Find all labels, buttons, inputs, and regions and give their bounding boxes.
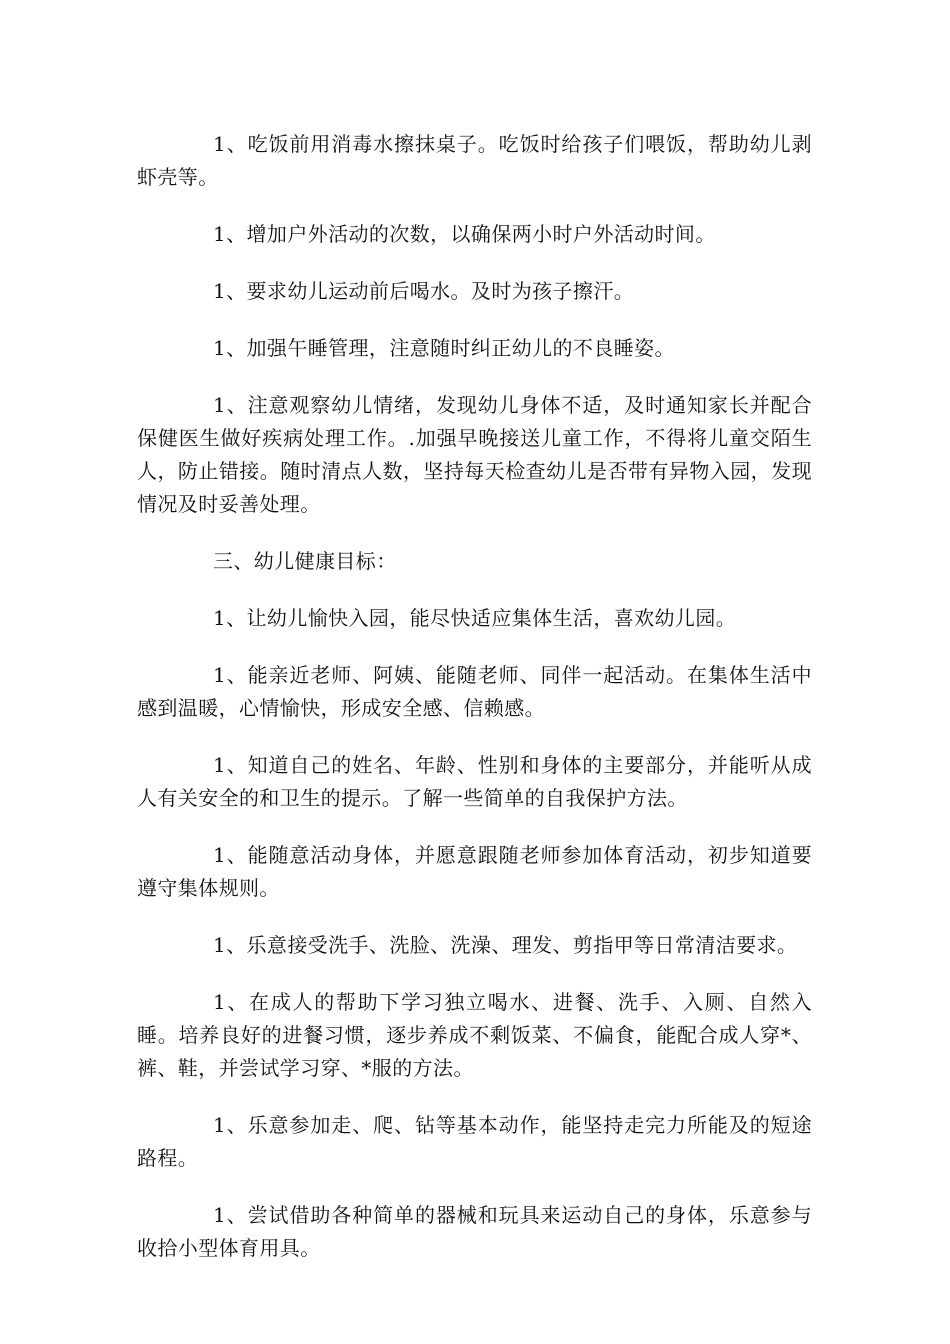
paragraph-nap-management: 1、加强午睡管理，注意随时纠正幼儿的不良睡姿。 xyxy=(213,336,675,360)
paragraph-wipe-tables: 1、吃饭前用消毒水擦抹桌子。吃饭时给孩子们喂饭，帮助幼儿剥虾壳等。 xyxy=(137,132,812,189)
paragraph-cleanliness: 1、乐意接受洗手、洗脸、洗澡、理发、剪指甲等日常清洁要求。 xyxy=(213,933,798,957)
paragraph-equipment-toys: 1、尝试借助各种简单的器械和玩具来运动自己的身体，乐意参与收拾小型体育用具。 xyxy=(137,1203,812,1260)
paragraph-observe-emotions: 1、注意观察幼儿情绪，发现幼儿身体不适，及时通知家长并配合保健医生做好疾病处理工作。.加强早晚接送儿童工作，不得将儿童交陌生人，防止错接。随时清点人数，坚持每天检查幼儿是否带有异物入园，发现情况及时妥善处理。 xyxy=(137,393,812,516)
paragraph-happy-entry: 1、让幼儿愉快入园，能尽快适应集体生活，喜欢幼儿园。 xyxy=(213,606,737,630)
paragraph-close-to-teachers: 1、能亲近老师、阿姨、能随老师、同伴一起活动。在集体生活中感到温暖，心情愉快，形成安全感、信赖感。 xyxy=(137,663,812,720)
paragraph-body-activity: 1、能随意活动身体，并愿意跟随老师参加体育活动，初步知道要遵守集体规则。 xyxy=(137,843,812,900)
section-heading-health-goals: 三、幼儿健康目标： xyxy=(213,549,397,573)
document-body xyxy=(137,128,812,1289)
paragraph-outdoor-activity: 1、增加户外活动的次数，以确保两小时户外活动时间。 xyxy=(213,222,716,246)
paragraph-basic-movements: 1、乐意参加走、爬、钻等基本动作，能坚持走完力所能及的短途路程。 xyxy=(137,1113,812,1170)
paragraph-independence: 1、在成人的帮助下学习独立喝水、进餐、洗手、入厕、自然入睡。培养良好的进餐习惯，逐步养成不剩饭菜、不偏食，能配合成人穿*、裤、鞋，并尝试学习穿、*服的方法。 xyxy=(137,990,812,1080)
paragraph-drink-water: 1、要求幼儿运动前后喝水。及时为孩子擦汗。 xyxy=(213,279,635,303)
paragraph-know-self: 1、知道自己的姓名、年龄、性别和身体的主要部分，并能听从成人有关安全的和卫生的提示。了解一些简单的自我保护方法。 xyxy=(137,753,812,810)
